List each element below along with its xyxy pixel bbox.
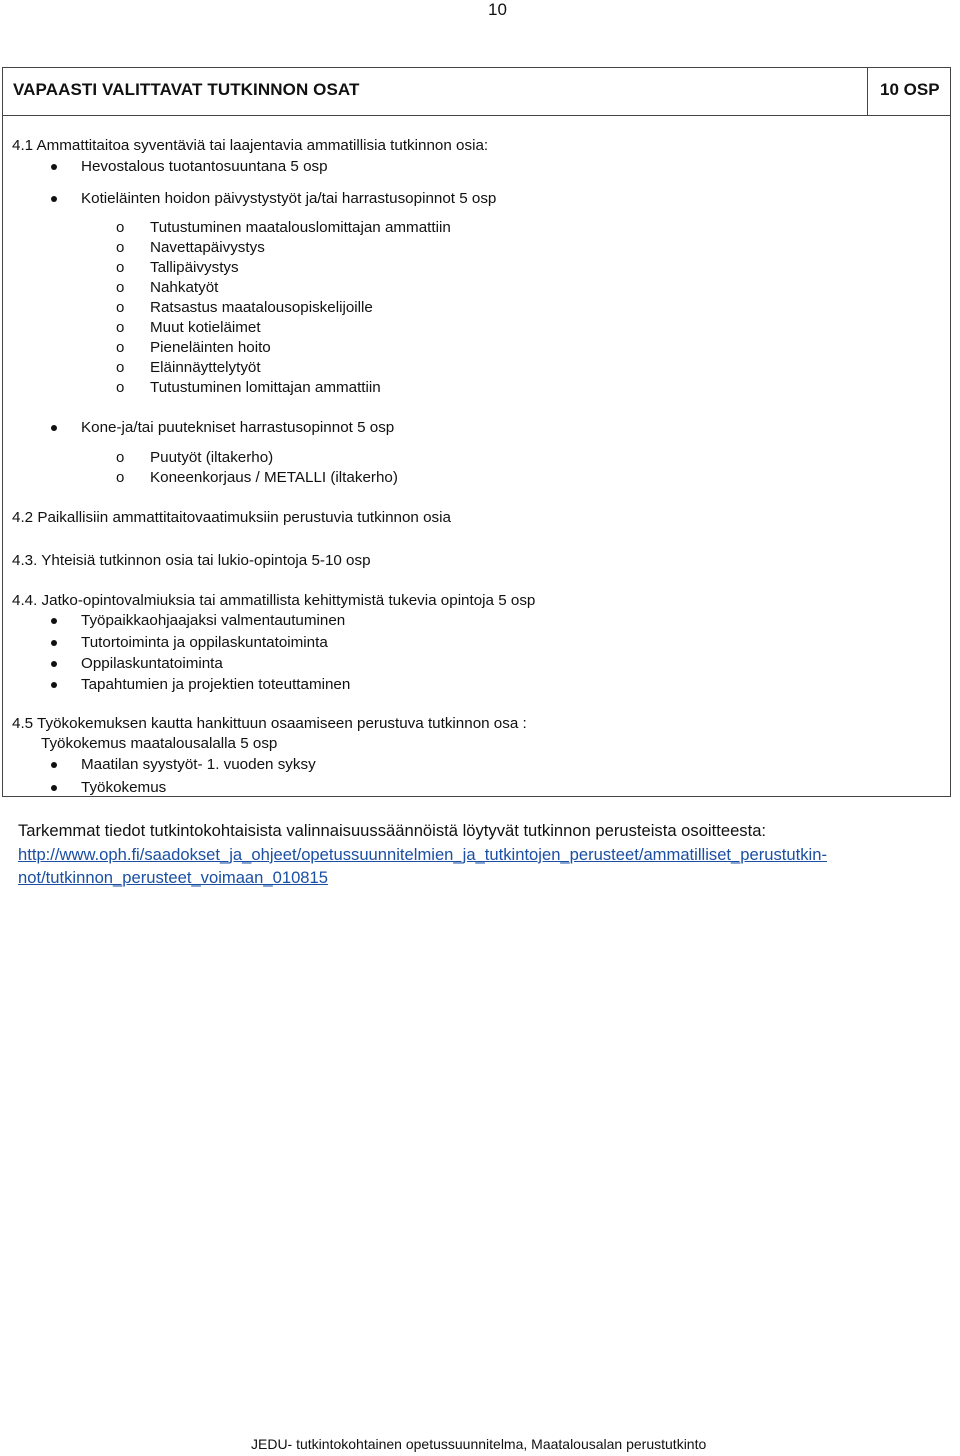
bullet-dot: [51, 196, 57, 202]
list-item: Tapahtumien ja projektien toteuttaminen: [81, 676, 351, 693]
sub-bullet-marker: o: [116, 219, 125, 236]
sub-bullet-marker: o: [116, 469, 125, 486]
bullet-dot: [51, 640, 57, 646]
list-item: Kone-ja/tai puutekniset harrastusopinnot 5 osp: [81, 419, 395, 436]
section-4-4-heading: 4.4. Jatko-opintovalmiuksia tai ammatillista kehittymistä tukevia opintoja 5 osp: [12, 592, 536, 609]
sub-list-item: Eläinnäyttelytyöt: [150, 359, 261, 376]
page-footer: JEDU- tutkintokohtainen opetussuunnitelma, Maatalousalan perustutkinto: [251, 1436, 707, 1452]
sub-bullet-marker: o: [116, 339, 125, 356]
sub-bullet-marker: o: [116, 379, 125, 396]
sub-list-item: Tutustuminen lomittajan ammattiin: [150, 379, 381, 396]
reference-link[interactable]: http://www.oph.fi/saadokset_ja_ohjeet/opetussuunnitelmien_ja_tutkintojen_perusteet/ammatilliset_perustutkin-: [18, 845, 827, 864]
sub-bullet-marker: o: [116, 319, 125, 336]
list-item: Työkokemus: [81, 779, 167, 796]
list-item: Kotieläinten hoidon päivystystyöt ja/tai harrastusopinnot 5 osp: [81, 190, 497, 207]
list-item: Työpaikkaohjaajaksi valmentautuminen: [81, 612, 346, 629]
list-item: Oppilaskuntatoiminta: [81, 655, 223, 672]
table-credits: 10 OSP: [880, 80, 940, 99]
bullet-dot: [51, 618, 57, 624]
page-number: 10: [488, 0, 507, 19]
section-4-5-heading: 4.5 Työkokemuksen kautta hankittuun osaamiseen perustuva tutkinnon osa :: [12, 715, 527, 732]
sub-list-item: Tallipäivystys: [150, 259, 239, 276]
section-4-3-heading: 4.3. Yhteisiä tutkinnon osia tai lukio-opintoja 5-10 osp: [12, 552, 371, 569]
footnote-text: Tarkemmat tiedot tutkintokohtaisista valinnaisuussäännöistä löytyvät tutkinnon perusteista osoitteesta:: [18, 821, 767, 840]
bullet-dot: [51, 661, 57, 667]
sub-list-item: Nahkatyöt: [150, 279, 219, 296]
sub-list-item: Navettapäivystys: [150, 239, 265, 256]
sub-bullet-marker: o: [116, 279, 125, 296]
sub-bullet-marker: o: [116, 259, 125, 276]
sub-bullet-marker: o: [116, 449, 125, 466]
section-4-1-heading: 4.1 Ammattitaitoa syventäviä tai laajentavia ammatillisia tutkinnon osia:: [12, 137, 489, 154]
table-header-row: [3, 68, 950, 116]
sub-bullet-marker: o: [116, 299, 125, 316]
section-4-5-subheading: Työkokemus maatalousalalla 5 osp: [41, 735, 278, 752]
sub-list-item: Puutyöt (iltakerho): [150, 449, 274, 466]
sub-list-item: Pieneläinten hoito: [150, 339, 271, 356]
bullet-dot: [51, 785, 57, 791]
sub-list-item: Ratsastus maatalousopiskelijoille: [150, 299, 373, 316]
bullet-dot: [51, 682, 57, 688]
bullet-dot: [51, 762, 57, 768]
list-item: Maatilan syystyöt- 1. vuoden syksy: [81, 756, 316, 773]
sub-list-item: Muut kotieläimet: [150, 319, 261, 336]
sub-bullet-marker: o: [116, 359, 125, 376]
header-divider: [867, 68, 868, 115]
bullet-dot: [51, 425, 57, 431]
sub-bullet-marker: o: [116, 239, 125, 256]
sub-list-item: Koneenkorjaus / METALLI (iltakerho): [150, 469, 398, 486]
bullet-dot: [51, 164, 57, 170]
list-item: Hevostalous tuotantosuuntana 5 osp: [81, 158, 328, 175]
reference-link-continued[interactable]: not/tutkinnon_perusteet_voimaan_010815: [18, 868, 328, 887]
list-item: Tutortoiminta ja oppilaskuntatoiminta: [81, 634, 328, 651]
section-4-2-heading: 4.2 Paikallisiin ammattitaitovaatimuksiin perustuvia tutkinnon osia: [12, 509, 451, 526]
table-title: VAPAASTI VALITTAVAT TUTKINNON OSAT: [13, 80, 360, 99]
sub-list-item: Tutustuminen maatalouslomittajan ammattiin: [150, 219, 451, 236]
